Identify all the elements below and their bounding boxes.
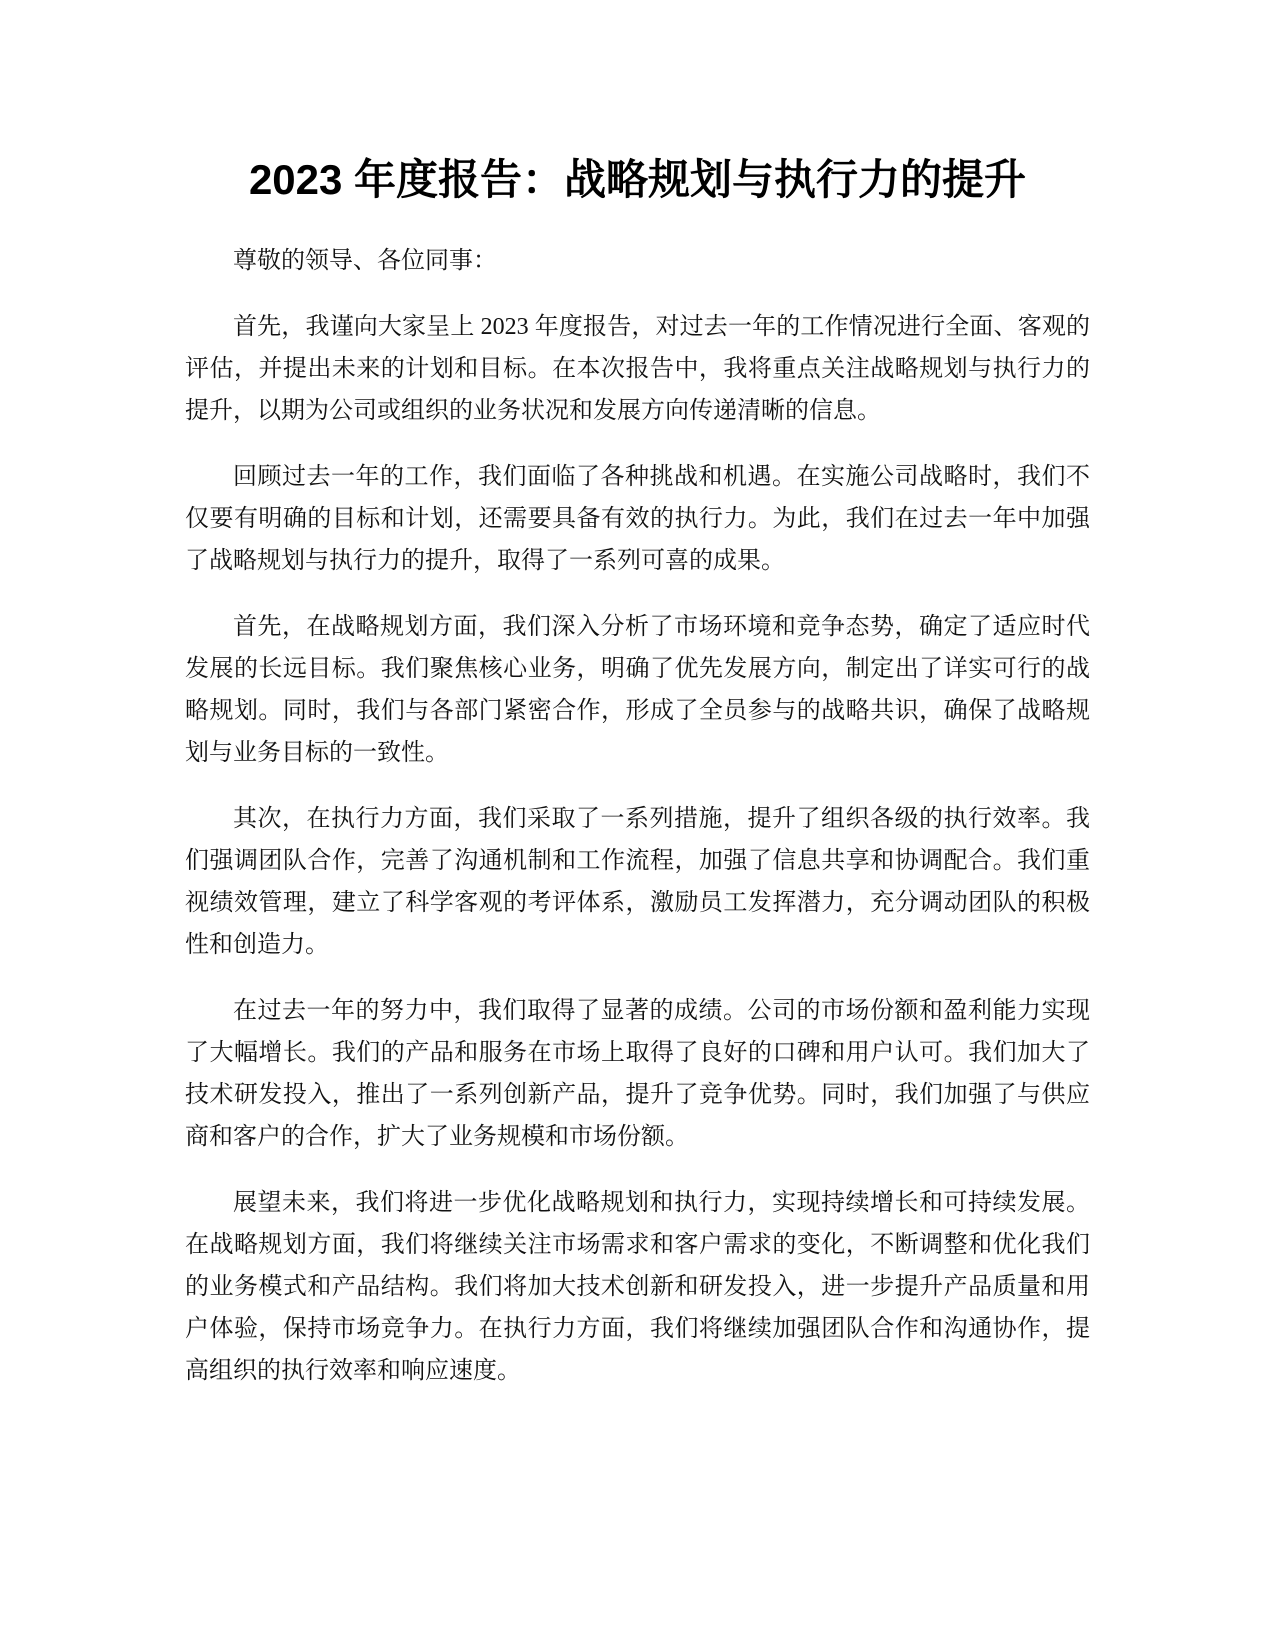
outlook-paragraph: 展望未来，我们将进一步优化战略规划和执行力，实现持续增长和可持续发展。在战略规划方面，我们将继续关注市场需求和客户需求的变化，不断调整和优化我们的业务模式和产品结构。我们将加大技术创新和研发投入，进一步提升产品质量和用户体验，保持市场竞争力。在执行力方面，我们将继续加强团队合作和沟通协作，提高组织的执行效率和响应速度。 — [185, 1190, 1090, 1384]
greeting-paragraph: 尊敬的领导、各位同事： — [233, 248, 497, 274]
review-paragraph: 回顾过去一年的工作，我们面临了各种挑战和机遇。在实施公司战略时，我们不仅要有明确的目标和计划，还需要具备有效的执行力。为此，我们在过去一年中加强了战略规划与执行力的提升，取得了一系列可喜的成果。 — [185, 464, 1090, 574]
strategy-paragraph: 首先，在战略规划方面，我们深入分析了市场环境和竞争态势，确定了适应时代发展的长远目标。我们聚焦核心业务，明确了优先发展方向，制定出了详实可行的战略规划。同时，我们与各部门紧密合作，形成了全员参与的战略共识，确保了战略规划与业务目标的一致性。 — [185, 614, 1090, 766]
execution-paragraph: 其次，在执行力方面，我们采取了一系列措施，提升了组织各级的执行效率。我们强调团队合作，完善了沟通机制和工作流程，加强了信息共享和协调配合。我们重视绩效管理，建立了科学客观的考评体系，激励员工发挥潜力，充分调动团队的积极性和创造力。 — [185, 806, 1090, 958]
intro-paragraph: 首先，我谨向大家呈上 2023 年度报告，对过去一年的工作情况进行全面、客观的评估，并提出未来的计划和目标。在本次报告中，我将重点关注战略规划与执行力的提升，以期为公司或组织的业务状况和发展方向传递清晰的信息。 — [185, 314, 1090, 424]
document-body — [185, 240, 1090, 1416]
document-title: 2023 年度报告：战略规划与执行力的提升 — [248, 156, 1027, 203]
achievements-paragraph: 在过去一年的努力中，我们取得了显著的成绩。公司的市场份额和盈利能力实现了大幅增长。我们的产品和服务在市场上取得了良好的口碑和用户认可。我们加大了技术研发投入，推出了一系列创新产品，提升了竞争优势。同时，我们加强了与供应商和客户的合作，扩大了业务规模和市场份额。 — [185, 998, 1090, 1150]
